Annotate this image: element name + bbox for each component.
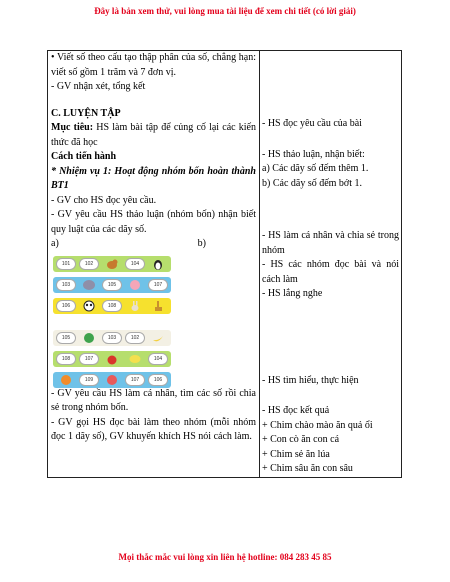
part-labels	[51, 237, 256, 252]
text-feedback: - GV nhận xét, tổng kết	[51, 81, 146, 92]
orange-icon	[56, 374, 76, 386]
pig-icon	[125, 279, 145, 291]
student-discuss: - HS thảo luận, nhận biết:	[262, 148, 365, 160]
number-cell: 101	[56, 258, 76, 270]
student-individual: - HS làm cá nhân và chia sẻ trong nhóm	[262, 230, 399, 256]
teacher-column	[48, 51, 260, 478]
objective-label: Mục tiêu:	[51, 122, 94, 133]
number-cell: 105	[56, 332, 76, 344]
number-cell: 108	[102, 300, 122, 312]
sequence-row	[53, 351, 171, 367]
number-cell: 106	[148, 374, 168, 386]
watermelon-icon	[79, 332, 99, 344]
label-a: a)	[51, 238, 59, 249]
peach-icon	[102, 374, 122, 386]
text-discussion: - GV yêu cầu HS thảo luận (nhóm bốn) nhận biết quy luật của các dãy số.	[51, 209, 256, 235]
lemon-icon	[125, 353, 145, 365]
text-group-reading: - GV gọi HS đọc bài làm theo nhóm (mỗi nhóm đọc 1 dãy số), GV khuyến khích HS nói cách làm.	[51, 416, 256, 442]
preview-banner: Đây là bản xem thử, vui lòng mua tài liệu để xem chi tiết (có lời giải)	[94, 6, 356, 16]
text-individual-work: - GV yêu cầu HS làm cá nhân, tìm các số rồi chia sẻ trong nhóm bốn.	[51, 387, 256, 413]
number-cell: 109	[79, 374, 99, 386]
sequence-row	[53, 330, 171, 346]
number-cell: 107	[125, 374, 145, 386]
squirrel-icon	[102, 258, 122, 270]
task-heading: * Nhiệm vụ 1: Hoạt động nhóm bốn hoàn thành BT1	[51, 165, 256, 191]
number-cell: 102	[125, 332, 145, 344]
number-cell: 102	[79, 258, 99, 270]
section-heading: C. LUYỆN TẬP	[51, 107, 121, 119]
rabbit-icon	[125, 300, 145, 312]
sequence-row	[53, 298, 171, 314]
student-result-4: + Chim sâu ăn con sâu	[262, 463, 353, 474]
student-read: - HS đọc yêu cầu của bài	[262, 118, 362, 129]
objective	[51, 121, 256, 150]
objective-text: HS làm bài tập để củng cố lại các kiến thức đã học	[51, 122, 256, 148]
number-cell: 104	[148, 353, 168, 365]
student-result-1: + Chim chào mào ăn quả ổi	[262, 419, 373, 431]
student-result-2: + Con cò ăn con cá	[262, 434, 340, 445]
number-cell: 107	[79, 353, 99, 365]
label-b: b)	[197, 238, 206, 249]
student-answer-a: a) Các dãy số đếm thêm 1.	[262, 163, 369, 174]
exercise-figure	[51, 252, 256, 387]
student-groups: - HS các nhóm đọc bài và nói cách làm	[262, 259, 399, 285]
method-heading: Cách tiến hành	[51, 151, 117, 162]
student-answer-b: b) Các dãy số đếm bớt 1.	[262, 177, 362, 189]
text-structure: • Viết số theo cấu tạo thập phân của số, chẳng hạn: viết số gồm 1 trăm và 7 đơn vị.	[51, 52, 256, 78]
elephant-icon	[79, 279, 99, 291]
text-read-request: - GV cho HS đọc yêu cầu.	[51, 194, 157, 206]
student-result-3: + Chim sẻ ăn lúa	[262, 448, 330, 460]
lesson-table	[47, 50, 402, 478]
hotline-footer: Mọi thắc mắc vui lòng xin liên hệ hotline: 084 283 45 85	[118, 552, 332, 562]
student-column	[260, 51, 402, 478]
number-cell: 107	[148, 279, 168, 291]
sequence-row	[53, 277, 171, 293]
number-cell: 108	[56, 353, 76, 365]
number-cell: 105	[102, 279, 122, 291]
number-cell: 104	[125, 258, 145, 270]
number-cell: 103	[102, 332, 122, 344]
sequence-row	[53, 372, 171, 388]
penguin-icon	[148, 258, 168, 270]
giraffe-icon	[148, 300, 168, 312]
number-cell: 103	[56, 279, 76, 291]
student-listen: - HS lắng nghe	[262, 288, 323, 299]
student-explore: - HS tìm hiểu, thực hiện	[262, 374, 359, 386]
panda-icon	[79, 300, 99, 312]
banana-icon	[148, 332, 168, 344]
sequence-row	[53, 256, 171, 272]
number-cell: 106	[56, 300, 76, 312]
student-result: - HS đọc kết quả	[262, 405, 330, 416]
apple-icon	[102, 353, 122, 365]
